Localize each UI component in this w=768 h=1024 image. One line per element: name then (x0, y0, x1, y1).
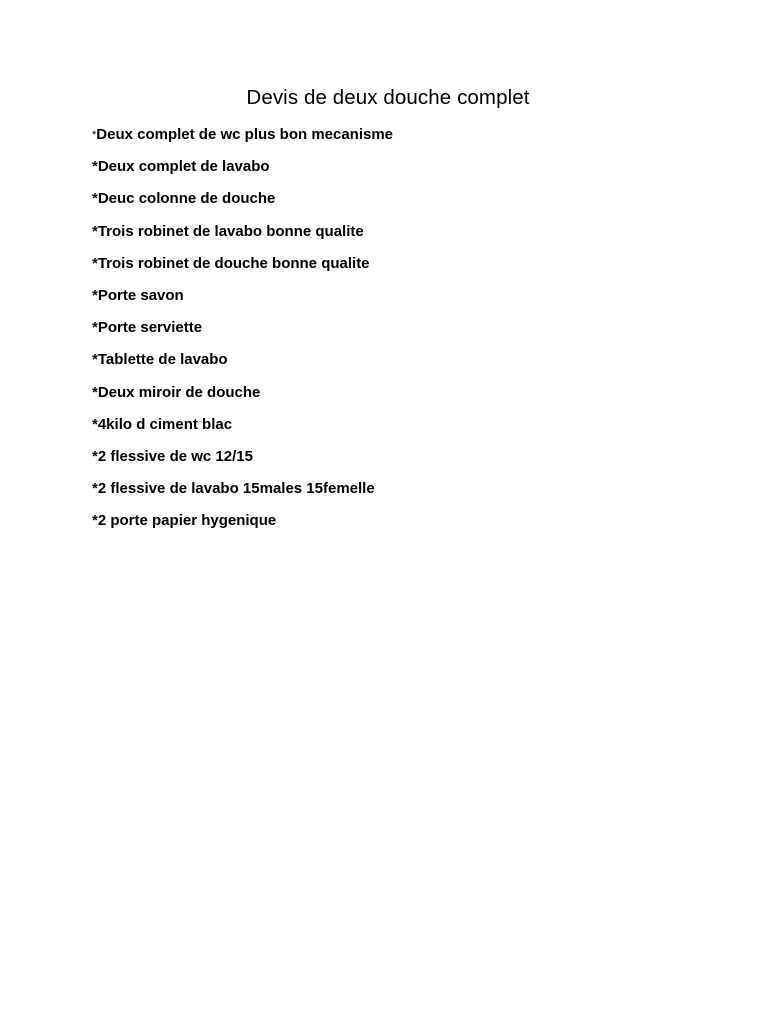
list-item-text: Deuc colonne de douche (97, 190, 276, 208)
list-item-text: Deux miroir de douche (97, 383, 261, 401)
list-item-text: Trois robinet de lavabo bonne qualite (97, 222, 364, 240)
bullet-mark: * (92, 383, 98, 401)
list-item-text: Trois robinet de douche bonne qualite (97, 254, 370, 272)
list-item (92, 285, 393, 317)
list-item (92, 414, 393, 446)
list-item (92, 478, 393, 510)
list-item (92, 382, 393, 414)
list-item (92, 188, 393, 220)
bullet-mark: * (92, 447, 98, 465)
list-item-text: Porte savon (97, 286, 184, 304)
list-item (92, 253, 393, 285)
bullet-mark: * (92, 190, 98, 208)
list-item-text: Porte serviette (97, 319, 203, 337)
bullet-mark: * (92, 351, 98, 369)
bullet-mark: * (92, 480, 98, 498)
list-item-text: Deux complet de lavabo (97, 158, 270, 176)
document-title: Devis de deux douche complet (246, 86, 530, 109)
bullet-mark: * (92, 415, 98, 433)
bullet-mark: * (92, 286, 98, 304)
list-item-text: 2 flessive de wc 12/15 (97, 447, 253, 465)
bullet-mark: * (92, 222, 98, 240)
list-item-text: Deux complet de wc plus bon mecanisme (96, 126, 394, 143)
list-item (92, 156, 393, 188)
bullet-mark: * (92, 254, 98, 272)
list-item-text: 4kilo d ciment blac (97, 415, 233, 433)
item-list (92, 124, 393, 542)
list-item (92, 446, 393, 478)
list-item-text: Tablette de lavabo (97, 351, 228, 369)
list-item (92, 349, 393, 381)
bullet-mark: * (92, 319, 98, 337)
list-item (92, 124, 393, 156)
bullet-mark: * (92, 512, 98, 530)
list-item (92, 510, 393, 542)
bullet-mark: * (92, 129, 97, 141)
list-item-text: 2 porte papier hygenique (97, 512, 277, 530)
list-item (92, 317, 393, 349)
bullet-mark: * (92, 158, 98, 176)
list-item-text: 2 flessive de lavabo 15males 15femelle (97, 480, 375, 498)
list-item (92, 221, 393, 253)
